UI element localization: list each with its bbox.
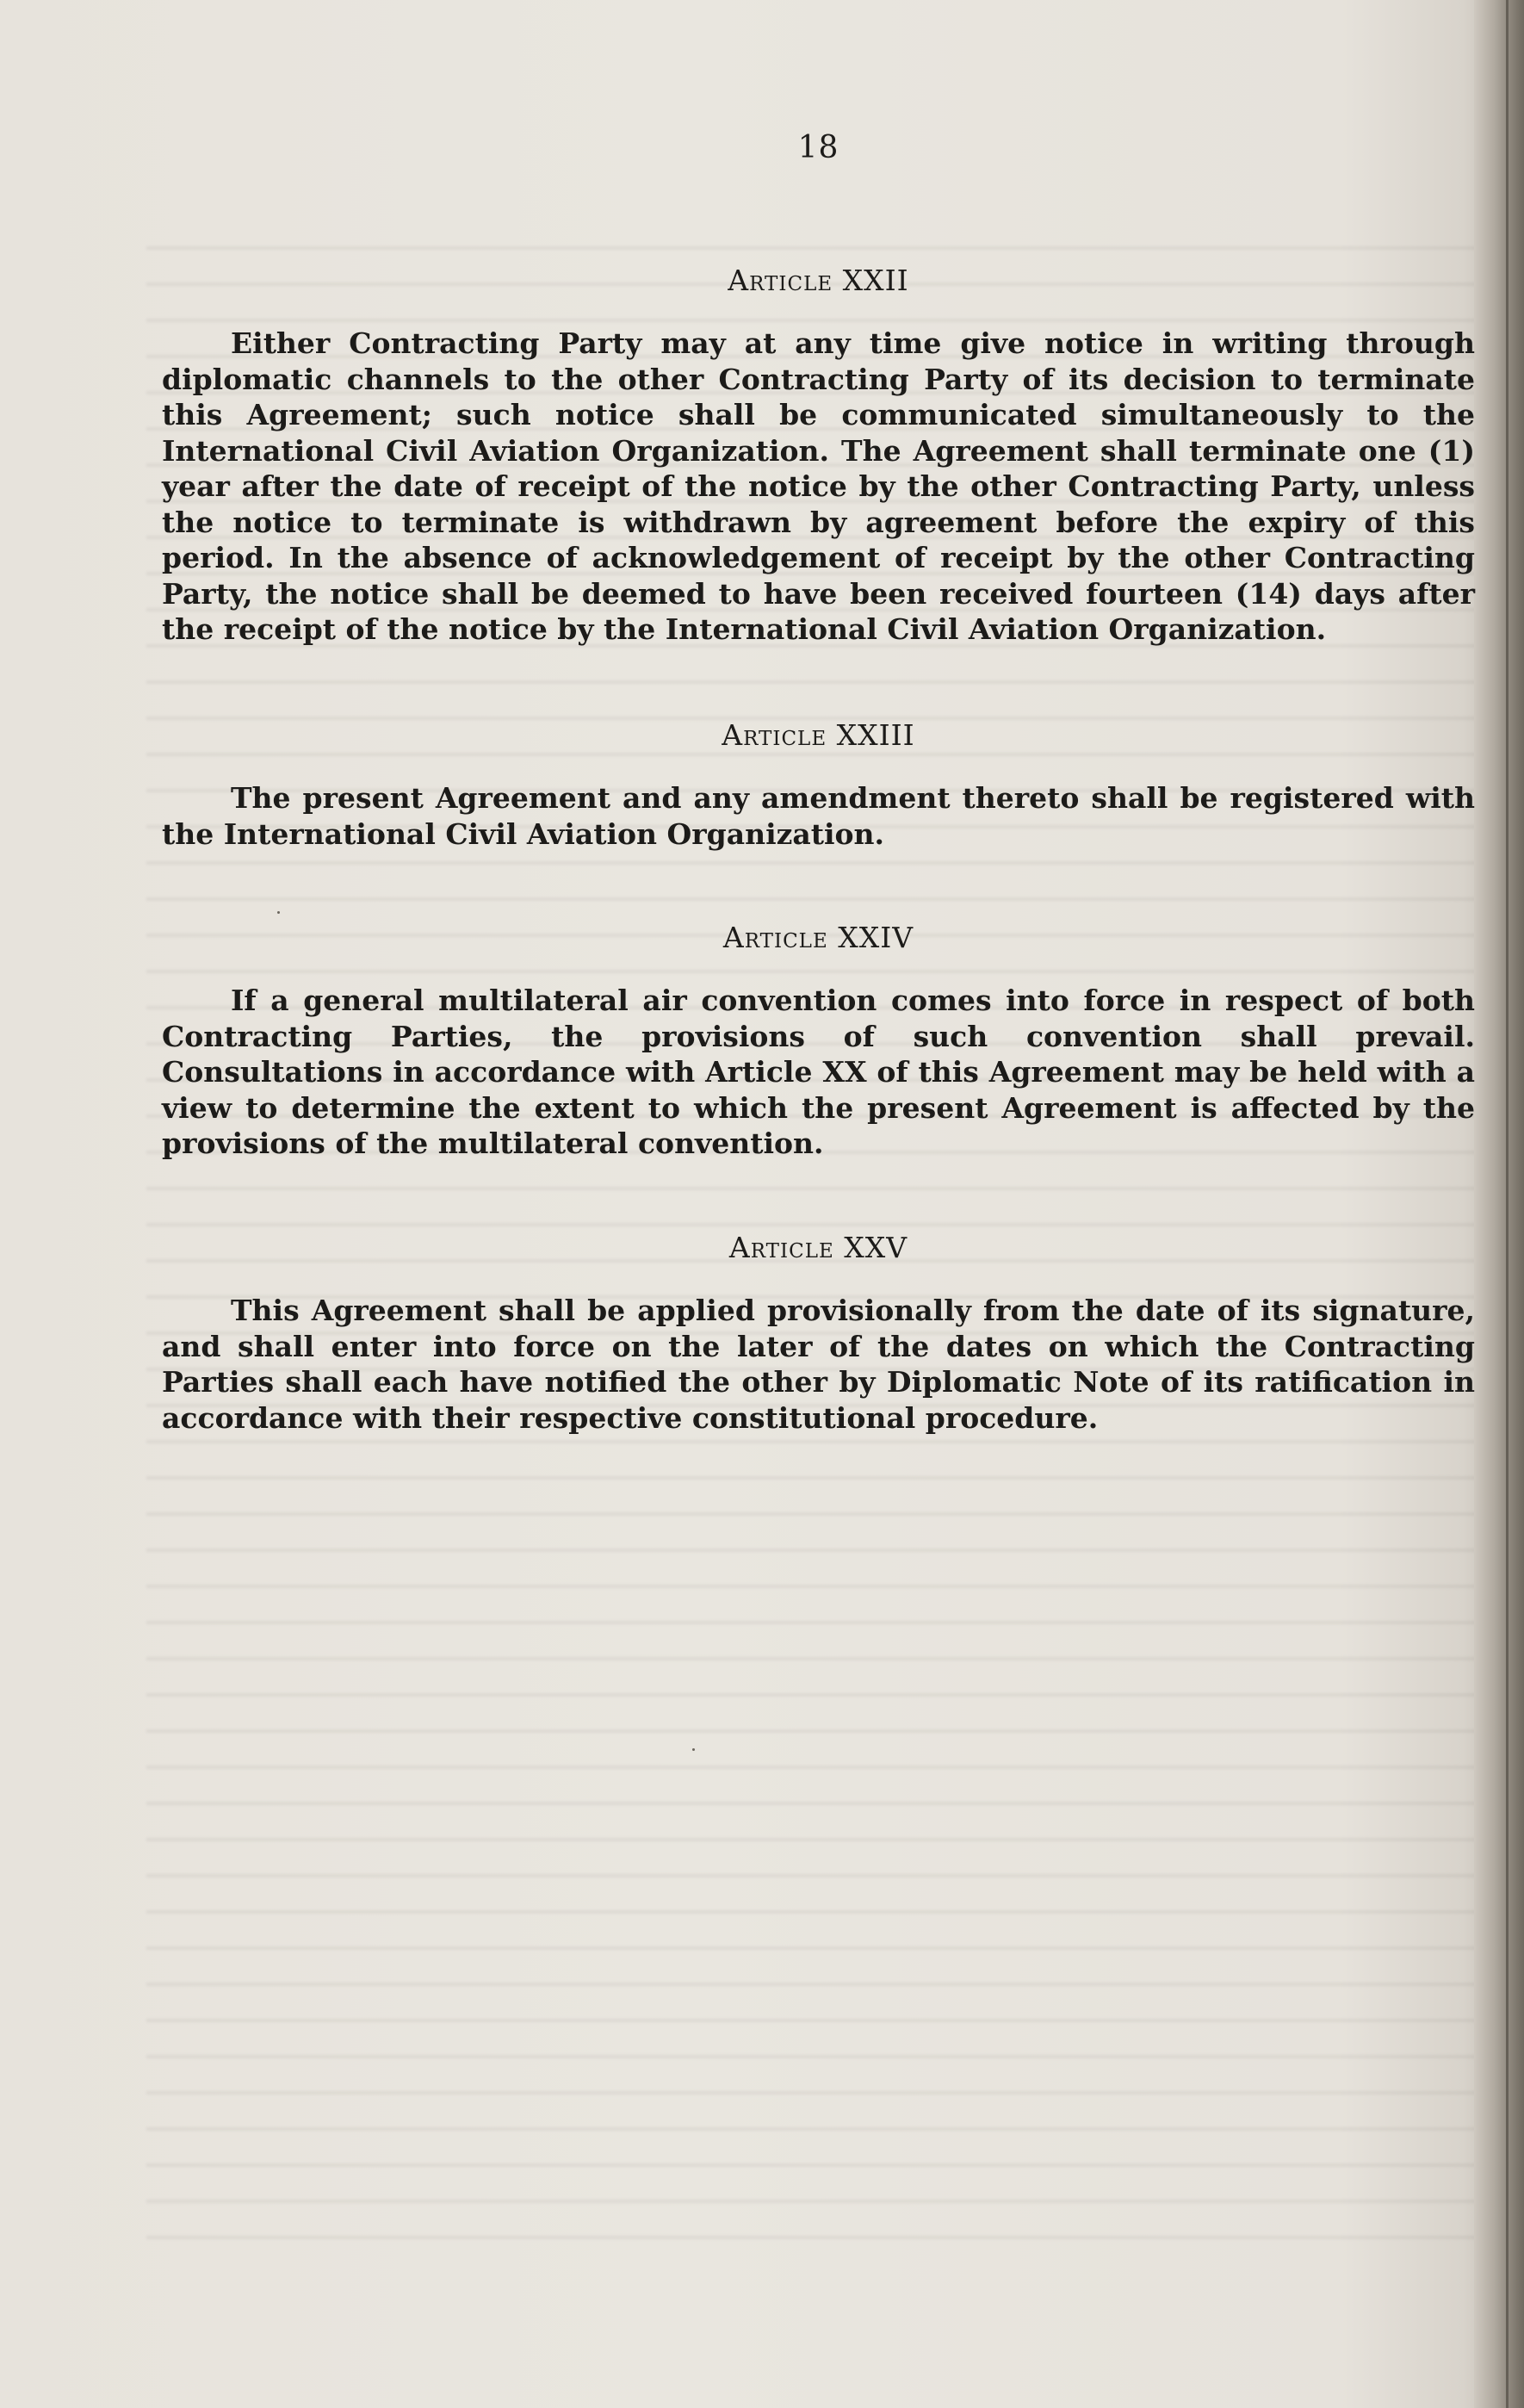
page-number: 18 [797, 130, 839, 165]
paper-speck [692, 1748, 695, 1751]
article-paragraph: If a general multilateral air convention comes into force in respect of both Contracting Parties, the provisions of such convention shall prevail. Consultations in accordance with Article XX of this Agreement may be held with a view to determine the extent to which the present Agreement is affected by the provisions of the multilateral convention. [162, 984, 1475, 1161]
article-heading: Article XXIII [722, 717, 915, 752]
article-heading: Article XXV [728, 1230, 908, 1264]
article-heading: Article XXIV [722, 921, 914, 955]
article-paragraph: The present Agreement and any amendment thereto shall be registered with the International Civil Aviation Organization. [162, 781, 1475, 851]
article-heading: Article XXII [728, 264, 909, 297]
article-paragraph: Either Contracting Party may at any time give notice in writing through diplomatic channels to the other Contracting Party of its decision to terminate this Agreement; such notice shall be communicated simultaneously to the International Civil Aviation Organization. The Agreement shall terminate one (1) year after the date of receipt of the notice by the other Contracting Party, unless the notice to terminate is withdrawn by agreement before the expiry of this period. In the absence of acknowledgement of receipt by the other Contracting Party, the notice shall be deemed to have been received fourteen (14) days after the receipt of the notice by the International Civil Aviation Organization. [162, 326, 1475, 647]
article-paragraph: This Agreement shall be applied provisionally from the date of its signature, and shall enter into force on the later of the dates on which the Contracting Parties shall each have notified the other by Diplomatic Note of its ratification in accordance with their respective constitutional procedure. [162, 1294, 1475, 1435]
spine-edge-line [1506, 0, 1509, 2408]
page-content [162, 121, 1475, 1436]
book-spine-shadow [1474, 0, 1524, 2408]
